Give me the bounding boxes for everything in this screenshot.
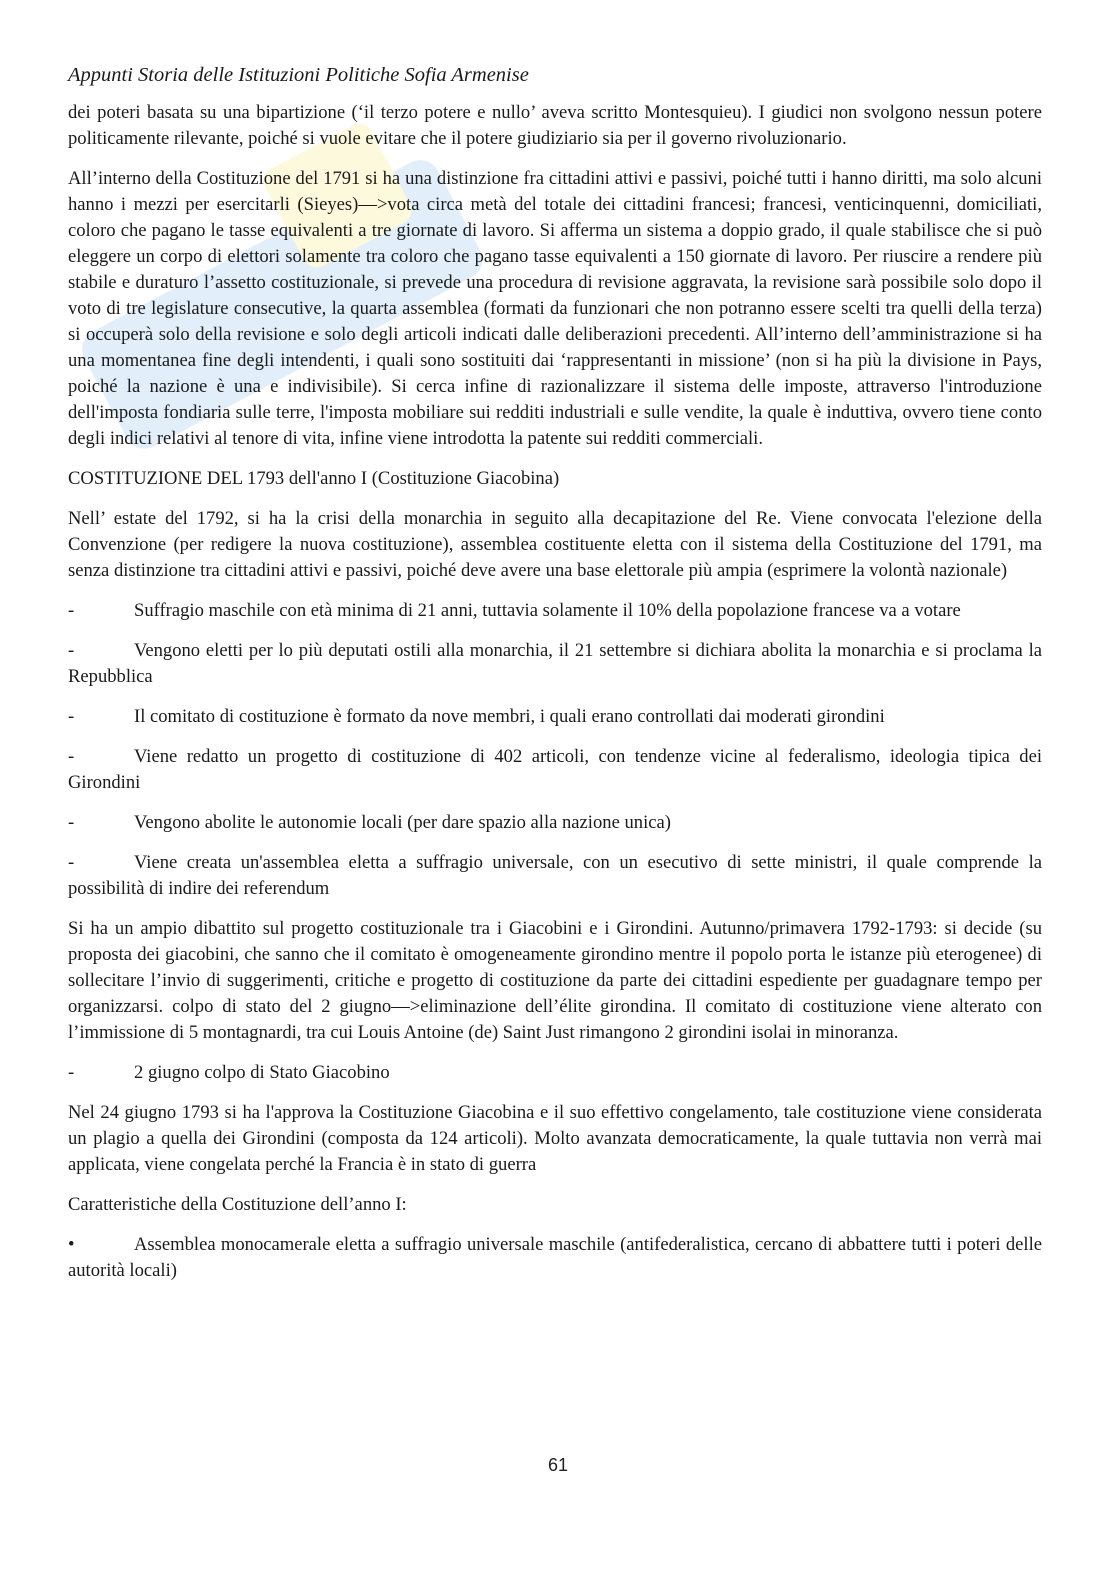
list-bullet: - (68, 600, 75, 621)
list-item (68, 704, 1042, 730)
paragraph: Nell’ estate del 1792, si ha la crisi della monarchia in seguito alla decapitazione del Re. Viene convocata l'elezione della Convenzione (per redigere la nuova costituzione), assemblea costituente eletta con il sistema della Costituzione del 1791, ma senza distinzione tra cittadini attivi e passivi, poiché deve avere una base elettorale più ampia (esprimere la volontà nazionale) (68, 508, 1042, 581)
list-bullet: - (68, 1062, 75, 1083)
paragraph: Si ha un ampio dibattito sul progetto costituzionale tra i Giacobini e i Girondini. Autunno/primavera 1792-1793: si decide (su proposta dei giacobini, che sanno che il comitato è omogeneamente girondino mentre il popolo porta le istanze più eterogenee) di sollecitare l’invio di suggerimenti, critiche e progetto di costituzione da parte dei cittadini espediente per guadagnare tempo per organizzarsi. colpo di stato del 2 giugno—>eliminazione dell’élite girondina. Il comitato di costituzione viene alterato con l’immissione di 5 montagnardi, tra cui Louis Antoine (de) Saint Just rimangono 2 girondini isolai in minoranza. (68, 918, 1042, 1043)
list-item-text: Viene creata un'assemblea eletta a suffragio universale, con un esecutivo di sette ministri, il quale comprende la possibilità di indire dei referendum (68, 852, 1042, 899)
running-header: Appunti Storia delle Istituzioni Politiche Sofia Armenise (68, 64, 529, 86)
list-item (68, 1060, 1042, 1086)
list-bullet: - (68, 812, 75, 833)
list-item-text: Viene redatto un progetto di costituzione di 402 articoli, con tendenze vicine al federalismo, ideologia tipica dei Girondini (68, 746, 1042, 793)
list-item (68, 850, 1042, 902)
list-item (68, 1232, 1042, 1284)
list-item (68, 744, 1042, 796)
features-title: Caratteristiche della Costituzione dell’anno I: (68, 1194, 407, 1215)
list-item (68, 638, 1042, 690)
list-item-text: Vengono abolite le autonomie locali (per dare spazio alla nazione unica) (134, 812, 671, 833)
list-item-text: Il comitato di costituzione è formato da nove membri, i quali erano controllati dai moderati girondini (134, 706, 885, 727)
paragraph: dei poteri basata su una bipartizione (‘il terzo potere e nullo’ aveva scritto Montesquieu). I giudici non svolgono nessun potere politicamente rilevante, poiché si vuole evitare che il potere giudiziario sia per il governo rivoluzionario. (68, 102, 1042, 149)
page-number: 61 (547, 1455, 569, 1475)
list-item-text: Assemblea monocamerale eletta a suffragio universale maschile (antifederalistica, cercano di abbattere tutti i poteri delle autorità locali) (68, 1234, 1042, 1281)
list-item-text: Suffragio maschile con età minima di 21 anni, tuttavia solamente il 10% della popolazione francese va a votare (134, 600, 961, 621)
list-bullet: - (68, 852, 75, 873)
list-bullet: - (68, 640, 75, 661)
section-title: COSTITUZIONE DEL 1793 dell'anno I (Costituzione Giacobina) (68, 468, 560, 489)
paragraph: Nel 24 giugno 1793 si ha l'approva la Costituzione Giacobina e il suo effettivo congelamento, tale costituzione viene considerata un plagio a quella dei Girondini (composta da 124 articoli). Molto avanzata democraticamente, la quale tuttavia non verrà mai applicata, viene congelata perché la Francia è in stato di guerra (68, 1102, 1042, 1175)
list-bullet: - (68, 706, 75, 727)
list-bullet: • (68, 1234, 75, 1255)
paragraph: All’interno della Costituzione del 1791 si ha una distinzione fra cittadini attivi e passivi, poiché tutti i hanno diritti, ma solo alcuni hanno i mezzi per esercitarli (Sieyes)—>vota circa metà del totale dei cittadini francesi; francesi, venticinquenni, domiciliati, coloro che pagano le tasse equivalenti a tre giornate di lavoro. Si afferma un sistema a doppio grado, il quale stabilisce che si può eleggere un corpo di elettori solamente tra coloro che pagano tasse equivalenti a 150 giornate di lavoro. Per riuscire a rendere più stabile e duraturo l’assetto costituzionale, si prevede una procedura di revisione aggravata, la revisione sarà possibile solo dopo il voto di tre legislature consecutive, la quarta assemblea (formati da funzionari che non potranno essere scelti tra quelli della terza) si occuperà solo della revisione e solo degli articoli indicati dalle deliberazioni precedenti. All’interno dell’amministrazione si ha una momentanea fine degli intendenti, i quali sono sostituiti dai ‘rappresentanti in missione’ (non si ha più la divisione in Pays, poiché la nazione è una e indivisibile). Si cerca infine di razionalizzare il sistema delle imposte, attraverso l'introduzione dell'imposta fondiaria sulle terre, l'imposta mobiliare sui redditi industriali e sulle vendite, la quale è induttiva, ovvero tiene conto degli indici relativi al tenore di vita, infine viene introdotta la patente sui redditi commerciali. (68, 168, 1042, 449)
list-bullet: - (68, 746, 75, 767)
list-item (68, 598, 1042, 624)
list-item (68, 810, 1042, 836)
page-content (68, 62, 1042, 1298)
list-item-text: Vengono eletti per lo più deputati ostili alla monarchia, il 21 settembre si dichiara abolita la monarchia e si proclama la Repubblica (68, 640, 1042, 687)
list-item-text: 2 giugno colpo di Stato Giacobino (134, 1062, 390, 1083)
